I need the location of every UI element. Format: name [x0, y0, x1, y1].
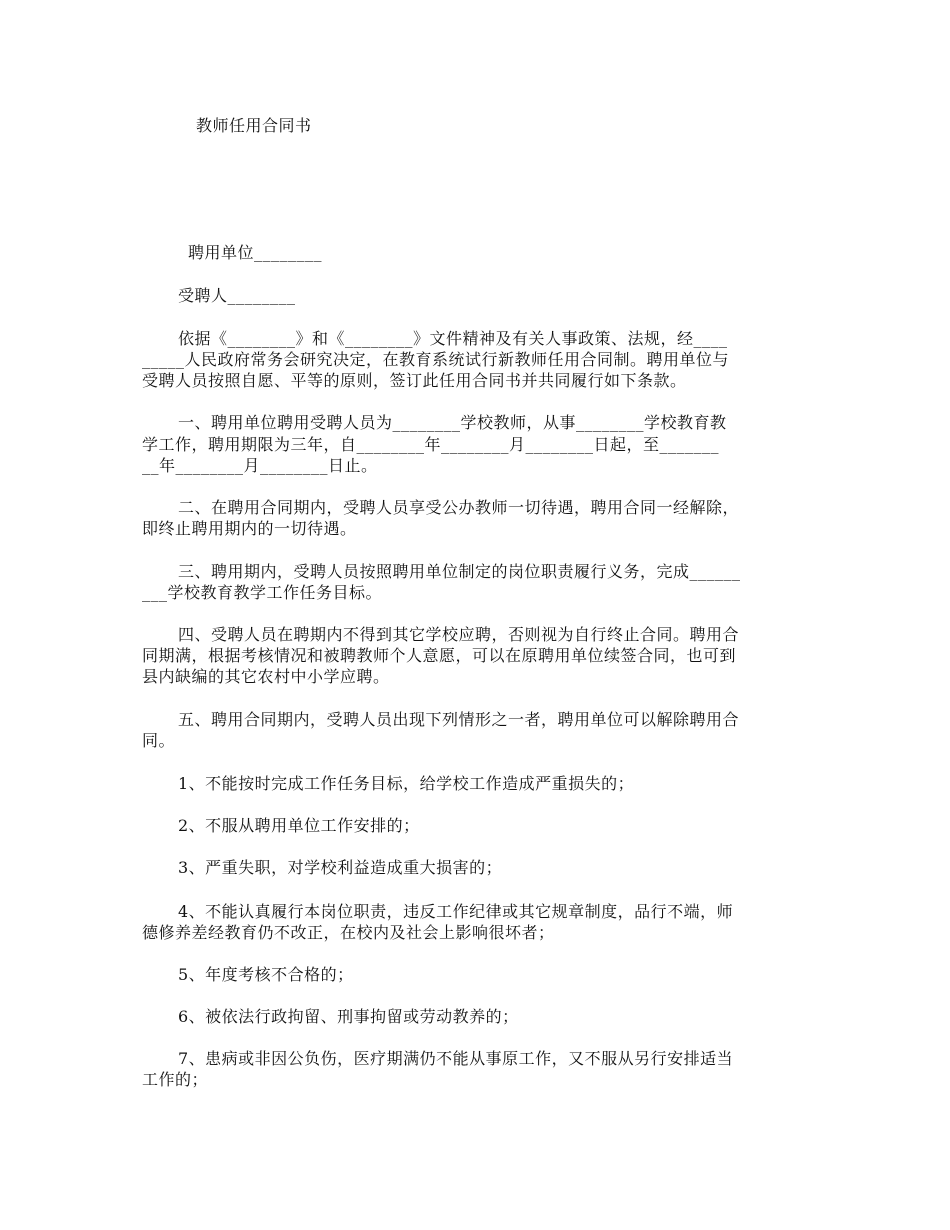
- list-item: 3、严重失职，对学校利益造成重大损害的；: [178, 858, 503, 877]
- clause-line: 同。: [142, 731, 176, 750]
- list-item: 6、被依法行政拘留、刑事拘留或劳动教养的；: [178, 1007, 519, 1026]
- list-item: 2、不服从聘用单位工作安排的；: [178, 816, 420, 835]
- list-item-line: 4、不能认真履行本岗位职责，违反工作纪律或其它规章制度，品行不端，师: [178, 902, 734, 921]
- clause-line: 学工作，聘用期限为三年，自________年________月________日起，至_______: [142, 435, 720, 454]
- employer-field: 聘用单位________: [188, 243, 323, 262]
- clause-line: 一、聘用单位聘用受聘人员为________学校教师，从事________学校教育教: [178, 413, 727, 432]
- document-title: 教师任用合同书: [196, 116, 312, 135]
- clause-line: 即终止聘用期内的一切待遇。: [142, 519, 357, 538]
- clause-line: 三、聘用期内，受聘人员按照聘用单位制定的岗位职责履行义务，完成______: [178, 562, 741, 581]
- preamble-line: 依据《________》和《________》文件精神及有关人事政策、法规，经____: [178, 329, 728, 348]
- preamble-line: 受聘人员按照自愿、平等的原则，签订此任用合同书并共同履行如下条款。: [142, 371, 687, 390]
- list-item: 5、年度考核不合格的；: [178, 965, 354, 984]
- clause-line: ___学校教育教学工作任务目标。: [142, 583, 383, 602]
- list-item-line: 德修养差经教育仍不改正，在校内及社会上影响很坏者；: [142, 923, 555, 942]
- preamble-line: _____人民政府常务会研究决定，在教育系统试行新教师任用合同制。聘用单位与: [142, 350, 730, 369]
- clause-line: 二、在聘用合同期内，受聘人员享受公办教师一切待遇，聘用合同一经解除，: [178, 498, 740, 517]
- list-item: 1、不能按时完成工作任务目标，给学校工作造成严重损失的；: [178, 774, 635, 793]
- list-item-line: 工作的；: [142, 1070, 209, 1089]
- clause-line: __年________月________日止。: [142, 456, 378, 475]
- list-item-line: 7、患病或非因公负伤，医疗期满仍不能从事原工作，又不服从另行安排适当: [178, 1049, 734, 1068]
- clause-line: 县内缺编的其它农村中小学应聘。: [142, 667, 390, 686]
- clause-line: 四、受聘人员在聘期内不得到其它学校应聘，否则视为自行终止合同。聘用合: [178, 625, 740, 644]
- clause-line: 同期满，根据考核情况和被聘教师个人意愿，可以在原聘用单位续签合同，也可到: [142, 646, 737, 665]
- employee-field: 受聘人________: [178, 286, 296, 305]
- clause-line: 五、聘用合同期内，受聘人员出现下列情形之一者，聘用单位可以解除聘用合: [178, 710, 740, 729]
